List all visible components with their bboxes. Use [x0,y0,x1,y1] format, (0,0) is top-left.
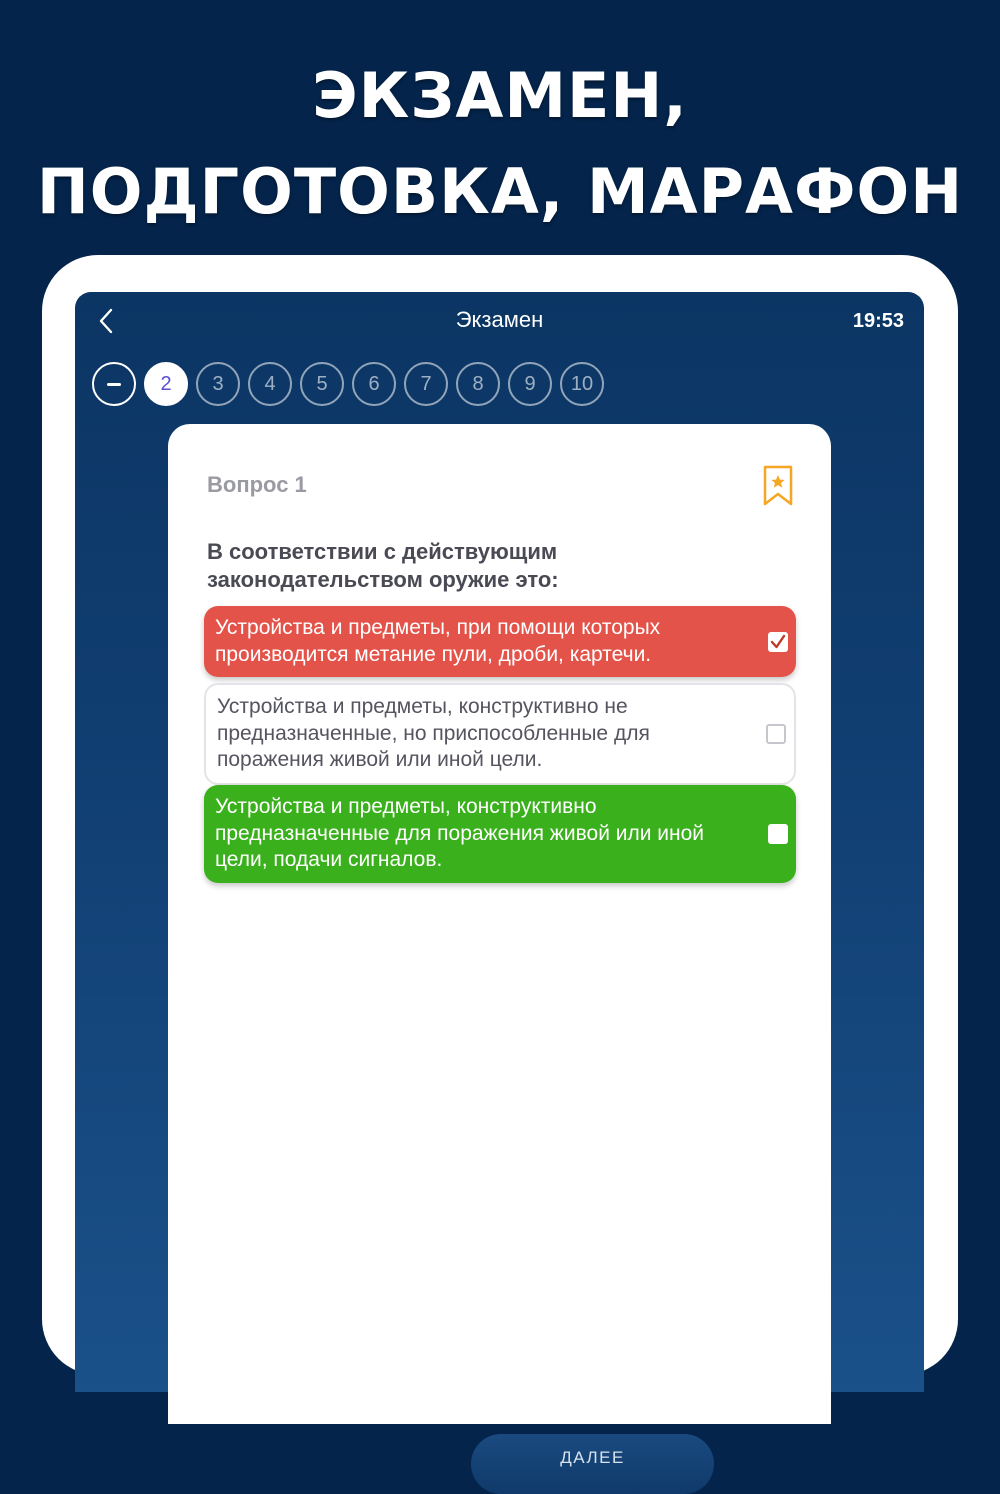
checkbox[interactable] [766,724,786,744]
question-nav-item-6[interactable]: 6 [352,362,396,406]
headline-line-2: ПОДГОТОВКА, МАРАФОН [36,155,964,228]
answer-option-text: Устройства и предметы, конструктивно не предназначенные, но приспособленные для поражения живой или иной цели. [217,695,650,771]
checkmark-icon [769,633,787,651]
question-nav-item-8[interactable]: 8 [456,362,500,406]
answer-option-text: Устройства и предметы, конструктивно предназначенные для поражения живой или иной цели, подачи сигналов. [215,795,705,871]
question-nav-item-2[interactable]: 2 [144,362,188,406]
question-nav-item-9[interactable]: 9 [508,362,552,406]
headline-line-1: ЭКЗАМЕН, [312,59,688,132]
bookmark-button[interactable] [763,465,793,507]
question-nav-item-3[interactable]: 3 [196,362,240,406]
exam-timer: 19:53 [852,310,904,332]
question-nav-item-7[interactable]: 7 [404,362,448,406]
navigation-bar [75,292,924,352]
question-nav-current[interactable] [92,362,136,406]
promo-headline [0,48,1000,240]
exam-screen [75,292,924,1467]
bookmark-star-icon [763,465,793,507]
answer-option-3[interactable] [204,785,796,883]
question-number: Вопрос 1 [207,472,307,497]
page-title: Экзамен [455,307,544,332]
minus-icon [107,383,121,386]
question-card [168,424,831,1467]
answer-option-1[interactable] [204,606,796,677]
answer-option-text: Устройства и предметы, при помощи которых производится метание пули, дроби, картечи. [215,616,661,666]
question-nav-item-4[interactable]: 4 [248,362,292,406]
question-nav-item-10[interactable]: 10 [560,362,604,406]
checkbox-checked[interactable] [768,632,788,652]
checkbox[interactable] [768,824,788,844]
answer-option-2[interactable] [204,683,796,785]
question-nav-item-5[interactable]: 5 [300,362,344,406]
question-text: В соответствии с действующим законодательством оружие это: [207,539,559,592]
next-button[interactable]: ДАЛЕЕ [471,1434,714,1494]
